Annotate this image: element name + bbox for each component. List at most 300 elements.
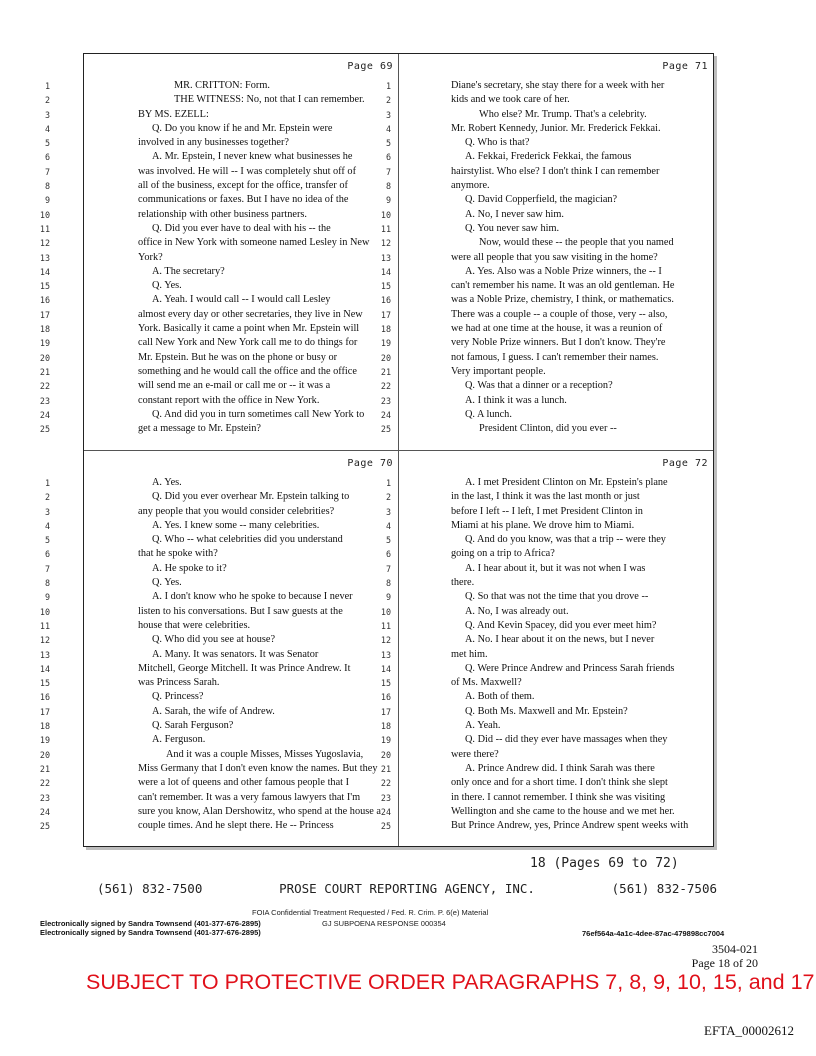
line-text: listen to his conversations. But I saw guests at the xyxy=(138,605,343,617)
transcript-panel-page-71 xyxy=(380,54,714,450)
transcript-line xyxy=(380,662,714,677)
transcript-line xyxy=(380,634,714,648)
line-text: And it was a couple Misses, Misses Yugoslavia, xyxy=(166,748,364,760)
line-number: 3 xyxy=(44,506,50,517)
line-text: But Prince Andrew, yes, Prince Andrew spent weeks with xyxy=(451,820,689,832)
protective-order-banner: SUBJECT TO PROTECTIVE ORDER PARAGRAPHS 7, 8, 9, 10, 15, and 17 xyxy=(86,970,815,994)
transcript-line xyxy=(385,151,714,165)
line-text: in there. I cannot remember. I think she was visiting xyxy=(451,791,666,803)
line-text: A. No. I hear about it on the news, but I never xyxy=(465,634,655,646)
line-text: Q. Yes. xyxy=(152,280,182,292)
line-text: before I left -- I left, I met President Clinton in xyxy=(451,505,643,517)
line-text: Q. David Copperfield, the magician? xyxy=(465,194,618,206)
line-number: 3 xyxy=(385,506,391,517)
transcript-line xyxy=(380,208,714,223)
line-text: was involved. He will -- I was completely shut off of xyxy=(138,165,356,177)
line-text: couple times. And he slept there. He -- Princess xyxy=(138,820,334,832)
transcript-line xyxy=(44,151,399,165)
page-label: Page 71 xyxy=(662,61,708,72)
line-number: 5 xyxy=(385,535,391,546)
transcript-line xyxy=(44,505,399,520)
transcript-line xyxy=(44,80,399,94)
line-text: Q. A lunch. xyxy=(465,408,512,420)
line-number: 15 xyxy=(39,678,50,689)
line-text: Mr. Epstein. But he was on the phone or busy or xyxy=(138,351,338,363)
line-number: 19 xyxy=(380,735,391,746)
line-text: Q. You never saw him. xyxy=(465,222,560,234)
line-text: office in New York with someone named Lesley in New xyxy=(138,237,370,249)
line-number: 22 xyxy=(39,778,50,789)
line-text: Diane's secretary, she stay there for a week with her xyxy=(451,80,665,91)
line-number: 23 xyxy=(39,792,50,803)
line-text: were all people that you saw visiting in the home? xyxy=(451,251,658,263)
line-text: Q. Do you know if he and Mr. Epstein were xyxy=(152,122,333,134)
line-text: house that were celebrities. xyxy=(138,619,251,631)
transcript-lines xyxy=(380,80,714,437)
line-text: A. He spoke to it? xyxy=(152,562,227,574)
line-text: A. No, I was already out. xyxy=(465,605,569,617)
line-number: 9 xyxy=(385,592,391,603)
line-text: of Ms. Maxwell? xyxy=(451,677,522,689)
transcript-line xyxy=(385,491,714,505)
line-number: 13 xyxy=(380,649,391,660)
transcript-line xyxy=(380,337,714,351)
line-text: Q. And Kevin Spacey, did you ever meet him? xyxy=(465,619,657,631)
document-id: 76ef564a-4a1c-4dee-87ac-479898cc7004 xyxy=(582,929,725,938)
transcript-line xyxy=(380,691,714,705)
transcript-line xyxy=(39,208,399,223)
line-number: 2 xyxy=(44,95,50,106)
transcript-line xyxy=(39,237,399,251)
foia-notice: FOIA Confidential Treatment Requested / Fed. R. Crim. P. 6(e) Material xyxy=(252,908,489,917)
line-text: any people that you would consider celebrities? xyxy=(138,505,335,517)
page-label: Page 72 xyxy=(662,458,708,469)
line-text: in the last, I think it was the last month or just xyxy=(451,491,640,503)
transcript-line xyxy=(44,108,399,123)
transcript-line xyxy=(39,762,399,777)
transcript-line xyxy=(380,237,714,251)
line-text: Q. Who is that? xyxy=(465,137,530,149)
line-number: 1 xyxy=(44,81,50,91)
line-number: 25 xyxy=(39,424,50,435)
transcript-line xyxy=(380,323,714,337)
transcript-line xyxy=(39,294,399,308)
line-number: 5 xyxy=(385,138,391,149)
line-number: 10 xyxy=(380,209,391,220)
transcript-line xyxy=(39,423,399,437)
line-text: A. I think it was a lunch. xyxy=(465,394,567,406)
line-number: 18 xyxy=(380,324,391,335)
transcript-line xyxy=(39,734,399,748)
transcript-line xyxy=(39,748,399,763)
transcript-line xyxy=(39,777,399,791)
transcript-line xyxy=(385,577,714,591)
line-number: 17 xyxy=(39,309,50,320)
line-number: 15 xyxy=(39,281,50,292)
line-number: 13 xyxy=(39,252,50,263)
transcript-line xyxy=(380,423,714,437)
line-text: all of the business, except for the office, transfer of xyxy=(138,180,348,192)
line-number: 24 xyxy=(380,409,391,420)
line-number: 9 xyxy=(44,592,50,603)
transcript-line xyxy=(39,323,399,337)
transcript-line xyxy=(385,591,714,605)
transcript-line xyxy=(39,337,399,351)
line-text: hairstylist. Who else? I don't think I can remember xyxy=(451,165,660,177)
transcript-line xyxy=(380,308,714,323)
line-number: 10 xyxy=(39,209,50,220)
transcript-line xyxy=(385,165,714,180)
line-number: 18 xyxy=(39,721,50,732)
transcript-panel-page-72 xyxy=(380,451,714,847)
line-text: Who else? Mr. Trump. That's a celebrity. xyxy=(479,108,647,120)
transcript-line xyxy=(44,491,399,505)
phone-right: (561) 832-7506 xyxy=(611,881,717,896)
line-text: Q. So that was not the time that you drove -- xyxy=(465,591,649,603)
transcript-line xyxy=(380,619,714,634)
line-number: 3 xyxy=(385,109,391,120)
line-text: going on a trip to Africa? xyxy=(451,548,555,560)
line-text: Q. And do you know, was that a trip -- were they xyxy=(465,534,666,546)
line-number: 4 xyxy=(385,123,391,134)
transcript-line xyxy=(380,720,714,734)
line-text: something and he would call the office and the office xyxy=(138,365,357,377)
subpoena-response-number: GJ SUBPOENA RESPONSE 000354 xyxy=(322,919,446,928)
transcript-line xyxy=(385,477,714,491)
pages-summary: 18 (Pages 69 to 72) xyxy=(530,856,679,871)
transcript-line xyxy=(380,677,714,691)
line-text: A. No, I never saw him. xyxy=(465,208,564,220)
line-number: 16 xyxy=(39,295,50,306)
transcript-line xyxy=(380,365,714,380)
line-number: 12 xyxy=(380,238,391,249)
transcript-line xyxy=(39,805,399,820)
line-text: Q. Were Prince Andrew and Princess Sarah friends xyxy=(465,662,675,674)
line-text: involved in any businesses together? xyxy=(138,137,289,149)
line-text: THE WITNESS: No, not that I can remember. xyxy=(174,94,365,106)
line-text: York. Basically it came a point when Mr. Epstein will xyxy=(138,323,360,335)
line-number: 8 xyxy=(44,181,50,192)
line-number: 7 xyxy=(44,166,50,177)
line-number: 9 xyxy=(385,195,391,206)
line-text: Q. Did you ever have to deal with his -- the xyxy=(152,222,331,234)
line-text: almost every day or other secretaries, they live in New xyxy=(138,308,363,320)
line-text: can't remember. It was a very famous lawyers that I'm xyxy=(138,791,361,803)
page-label: Page 70 xyxy=(347,458,393,469)
transcript-line xyxy=(380,251,714,266)
transcript-line xyxy=(385,122,714,137)
transcript-line xyxy=(380,408,714,423)
line-text: A. I hear about it, but it was not when I was xyxy=(465,562,646,574)
line-number: 4 xyxy=(385,520,391,531)
line-text: Miss Germany that I don't even know the names. But they xyxy=(138,762,378,774)
transcript-line xyxy=(44,94,399,108)
line-text: York? xyxy=(138,251,163,263)
transcript-line xyxy=(39,280,399,294)
line-number: 8 xyxy=(385,181,391,192)
transcript-line xyxy=(380,748,714,763)
line-text: Q. And did you in turn sometimes call New York to xyxy=(152,408,365,420)
transcript-line xyxy=(44,180,399,194)
line-number: 14 xyxy=(380,266,391,277)
line-text: Q. Did you ever overhear Mr. Epstein talking to xyxy=(152,491,350,503)
line-number: 19 xyxy=(39,735,50,746)
line-number: 4 xyxy=(44,123,50,134)
line-text: was a Noble Prize, chemistry, I think, or mathematics. xyxy=(451,294,674,306)
line-number: 6 xyxy=(44,549,50,560)
line-number: 15 xyxy=(380,281,391,292)
transcript-line xyxy=(380,280,714,294)
transcript-line xyxy=(44,477,399,491)
line-number: 21 xyxy=(380,366,391,377)
transcript-line xyxy=(380,394,714,409)
transcript-line xyxy=(44,137,399,151)
line-number: 14 xyxy=(39,663,50,674)
transcript-line xyxy=(385,548,714,562)
line-number: 17 xyxy=(39,706,50,717)
transcript-line xyxy=(380,791,714,806)
transcript-line xyxy=(39,365,399,380)
line-text: President Clinton, did you ever -- xyxy=(479,423,617,435)
line-number: 19 xyxy=(380,338,391,349)
transcript-line xyxy=(380,605,714,620)
line-text: A. The secretary? xyxy=(152,265,225,277)
line-number: 3 xyxy=(44,109,50,120)
line-number: 9 xyxy=(44,195,50,206)
line-number: 8 xyxy=(44,578,50,589)
agency-name: PROSE COURT REPORTING AGENCY, INC. xyxy=(279,881,535,896)
line-number: 21 xyxy=(39,366,50,377)
line-text: A. Yeah. xyxy=(465,720,501,732)
line-text: Q. Princess? xyxy=(152,691,204,703)
transcript-line xyxy=(44,122,399,137)
transcript-line xyxy=(380,777,714,791)
line-number: 20 xyxy=(380,749,391,760)
line-number: 10 xyxy=(380,606,391,617)
line-text: A. Ferguson. xyxy=(152,734,206,746)
transcript-line xyxy=(39,265,399,280)
line-number: 22 xyxy=(39,381,50,392)
page-label: Page 69 xyxy=(347,61,393,72)
line-number: 20 xyxy=(380,352,391,363)
transcript-line xyxy=(380,294,714,308)
line-text: A. Yes. xyxy=(152,477,182,488)
line-text: were there? xyxy=(451,748,499,760)
transcript-line xyxy=(385,562,714,577)
bates-number: EFTA_00002612 xyxy=(704,1023,794,1038)
transcript-line xyxy=(39,720,399,734)
line-text: BY MS. EZELL: xyxy=(138,108,209,120)
line-number: 7 xyxy=(44,563,50,574)
line-text: Q. Both Ms. Maxwell and Mr. Epstein? xyxy=(465,705,628,717)
transcript-line xyxy=(39,691,399,705)
line-number: 22 xyxy=(380,381,391,392)
transcript-line xyxy=(385,180,714,194)
line-number: 4 xyxy=(44,520,50,531)
case-number: 3504-021 xyxy=(712,942,758,956)
line-text: Q. Sarah Ferguson? xyxy=(152,720,234,732)
line-text: will send me an e-mail or call me or -- it was a xyxy=(138,380,331,392)
transcript-line xyxy=(44,577,399,591)
line-number: 25 xyxy=(380,424,391,435)
electronic-signature-2: Electronically signed by Sandra Townsend (401-377-676-2895) xyxy=(40,928,261,937)
line-text: A. Mr. Epstein, I never knew what businesses he xyxy=(152,151,353,163)
transcript-panel-page-70 xyxy=(39,451,399,847)
line-number: 24 xyxy=(380,806,391,817)
line-text: Now, would these -- the people that you named xyxy=(479,237,674,249)
line-text: MR. CRITTON: Form. xyxy=(174,80,270,91)
transcript-line xyxy=(385,194,714,208)
line-text: not famous, I guess. I can't remember their names. xyxy=(451,351,659,363)
transcript-line xyxy=(44,194,399,208)
line-number: 20 xyxy=(39,352,50,363)
line-text: Q. Who did you see at house? xyxy=(152,634,276,646)
line-number: 1 xyxy=(385,478,391,488)
line-number: 13 xyxy=(39,649,50,660)
line-text: were a lot of queens and other famous people that I xyxy=(138,777,350,789)
line-number: 15 xyxy=(380,678,391,689)
transcript-line xyxy=(39,634,399,648)
line-text: met him. xyxy=(451,648,488,660)
line-number: 12 xyxy=(39,635,50,646)
line-text: anymore. xyxy=(451,180,490,192)
line-number: 23 xyxy=(380,395,391,406)
line-number: 2 xyxy=(385,492,391,503)
transcript-line xyxy=(39,408,399,423)
transcript-line xyxy=(39,705,399,720)
line-number: 6 xyxy=(44,152,50,163)
line-text: A. Sarah, the wife of Andrew. xyxy=(152,705,275,717)
line-text: A. Both of them. xyxy=(465,691,535,703)
line-number: 11 xyxy=(39,223,50,234)
line-text: very Noble Prize winners. But I don't know. They're xyxy=(451,337,666,349)
transcript-line xyxy=(44,165,399,180)
line-text: A. I don't know who he spoke to because I never xyxy=(152,591,353,603)
transcript-line xyxy=(39,308,399,323)
transcript-line xyxy=(39,351,399,366)
transcript-line xyxy=(39,662,399,677)
transcript-line xyxy=(385,137,714,151)
line-text: kids and we took care of her. xyxy=(451,94,570,106)
line-text: call New York and New York call me to do things for xyxy=(138,337,358,349)
line-text: we had at one time at the house, it was a reunion of xyxy=(451,323,663,335)
line-text: communications or faxes. But I have no idea of the xyxy=(138,194,349,206)
line-text: A. Fekkai, Frederick Fekkai, the famous xyxy=(465,151,632,163)
transcript-line xyxy=(380,734,714,748)
line-number: 17 xyxy=(380,309,391,320)
electronic-signature-1: Electronically signed by Sandra Townsend (401-377-676-2895) xyxy=(40,919,261,928)
line-text: Q. Did -- did they ever have massages when they xyxy=(465,734,668,746)
transcript-line xyxy=(380,762,714,777)
agency-line xyxy=(97,881,717,896)
line-number: 17 xyxy=(380,706,391,717)
line-text: that he spoke with? xyxy=(138,548,218,560)
transcript-line xyxy=(39,820,399,834)
transcript-line xyxy=(380,648,714,663)
line-text: Mitchell, George Mitchell. It was Prince Andrew. It xyxy=(138,662,351,674)
line-number: 16 xyxy=(380,692,391,703)
transcript-line xyxy=(44,548,399,562)
line-text: A. Yes. I knew some -- many celebrities. xyxy=(152,519,320,531)
transcript-panel-page-69 xyxy=(39,54,399,450)
line-text: relationship with other business partners. xyxy=(138,208,308,220)
line-number: 16 xyxy=(380,295,391,306)
transcript-line xyxy=(385,505,714,520)
line-text: A. Yeah. I would call -- I would call Lesley xyxy=(152,294,331,306)
transcript-line xyxy=(39,380,399,394)
transcript-line xyxy=(385,534,714,548)
transcript-line xyxy=(39,677,399,691)
line-number: 6 xyxy=(385,549,391,560)
transcript-line xyxy=(39,394,399,409)
line-text: A. Prince Andrew did. I think Sarah was there xyxy=(465,762,655,774)
line-number: 19 xyxy=(39,338,50,349)
line-number: 6 xyxy=(385,152,391,163)
line-text: Q. Was that a dinner or a reception? xyxy=(465,380,613,392)
line-text: A. I met President Clinton on Mr. Epstein's plane xyxy=(465,477,668,488)
line-text: There was a couple -- a couple of those, very -- also, xyxy=(451,308,668,320)
transcript-line xyxy=(380,380,714,394)
line-number: 13 xyxy=(380,252,391,263)
transcript-line xyxy=(44,591,399,605)
transcript-line xyxy=(39,619,399,634)
line-number: 21 xyxy=(39,763,50,774)
line-number: 16 xyxy=(39,692,50,703)
line-number: 23 xyxy=(39,395,50,406)
transcript-lines xyxy=(39,80,399,437)
transcript-lines xyxy=(380,477,714,834)
line-text: Q. Yes. xyxy=(152,577,182,589)
line-number: 23 xyxy=(380,792,391,803)
transcript-line xyxy=(39,222,399,237)
transcript-line xyxy=(44,519,399,534)
transcript-line xyxy=(44,562,399,577)
transcript-line xyxy=(385,108,714,123)
line-text: can't remember his name. It was an old gentleman. He xyxy=(451,280,675,292)
line-text: Wellington and she came to the house and we met her. xyxy=(451,805,675,817)
line-number: 14 xyxy=(39,266,50,277)
transcript-line xyxy=(385,94,714,108)
line-number: 25 xyxy=(39,821,50,832)
transcript-sheet xyxy=(39,53,714,847)
line-text: constant report with the office in New York. xyxy=(138,394,320,406)
line-number: 11 xyxy=(380,620,391,631)
line-number: 7 xyxy=(385,166,391,177)
transcript-line xyxy=(380,265,714,280)
line-number: 24 xyxy=(39,409,50,420)
line-number: 11 xyxy=(380,223,391,234)
line-number: 1 xyxy=(44,478,50,488)
phone-left: (561) 832-7500 xyxy=(97,881,203,896)
line-text: Very important people. xyxy=(451,365,546,377)
line-number: 2 xyxy=(385,95,391,106)
line-number: 7 xyxy=(385,563,391,574)
line-number: 1 xyxy=(385,81,391,91)
line-text: sure you know, Alan Dershowitz, who spend at the house a xyxy=(138,805,381,817)
line-number: 2 xyxy=(44,492,50,503)
transcript-line xyxy=(385,519,714,534)
line-text: A. Many. It was senators. It was Senator xyxy=(152,648,319,660)
transcript-line xyxy=(39,605,399,620)
line-number: 21 xyxy=(380,763,391,774)
line-number: 14 xyxy=(380,663,391,674)
transcript-line xyxy=(44,534,399,548)
line-text: Miami at his plane. We drove him to Miami. xyxy=(451,519,635,531)
line-text: there. xyxy=(451,577,475,589)
line-number: 5 xyxy=(44,138,50,149)
line-number: 20 xyxy=(39,749,50,760)
line-number: 5 xyxy=(44,535,50,546)
